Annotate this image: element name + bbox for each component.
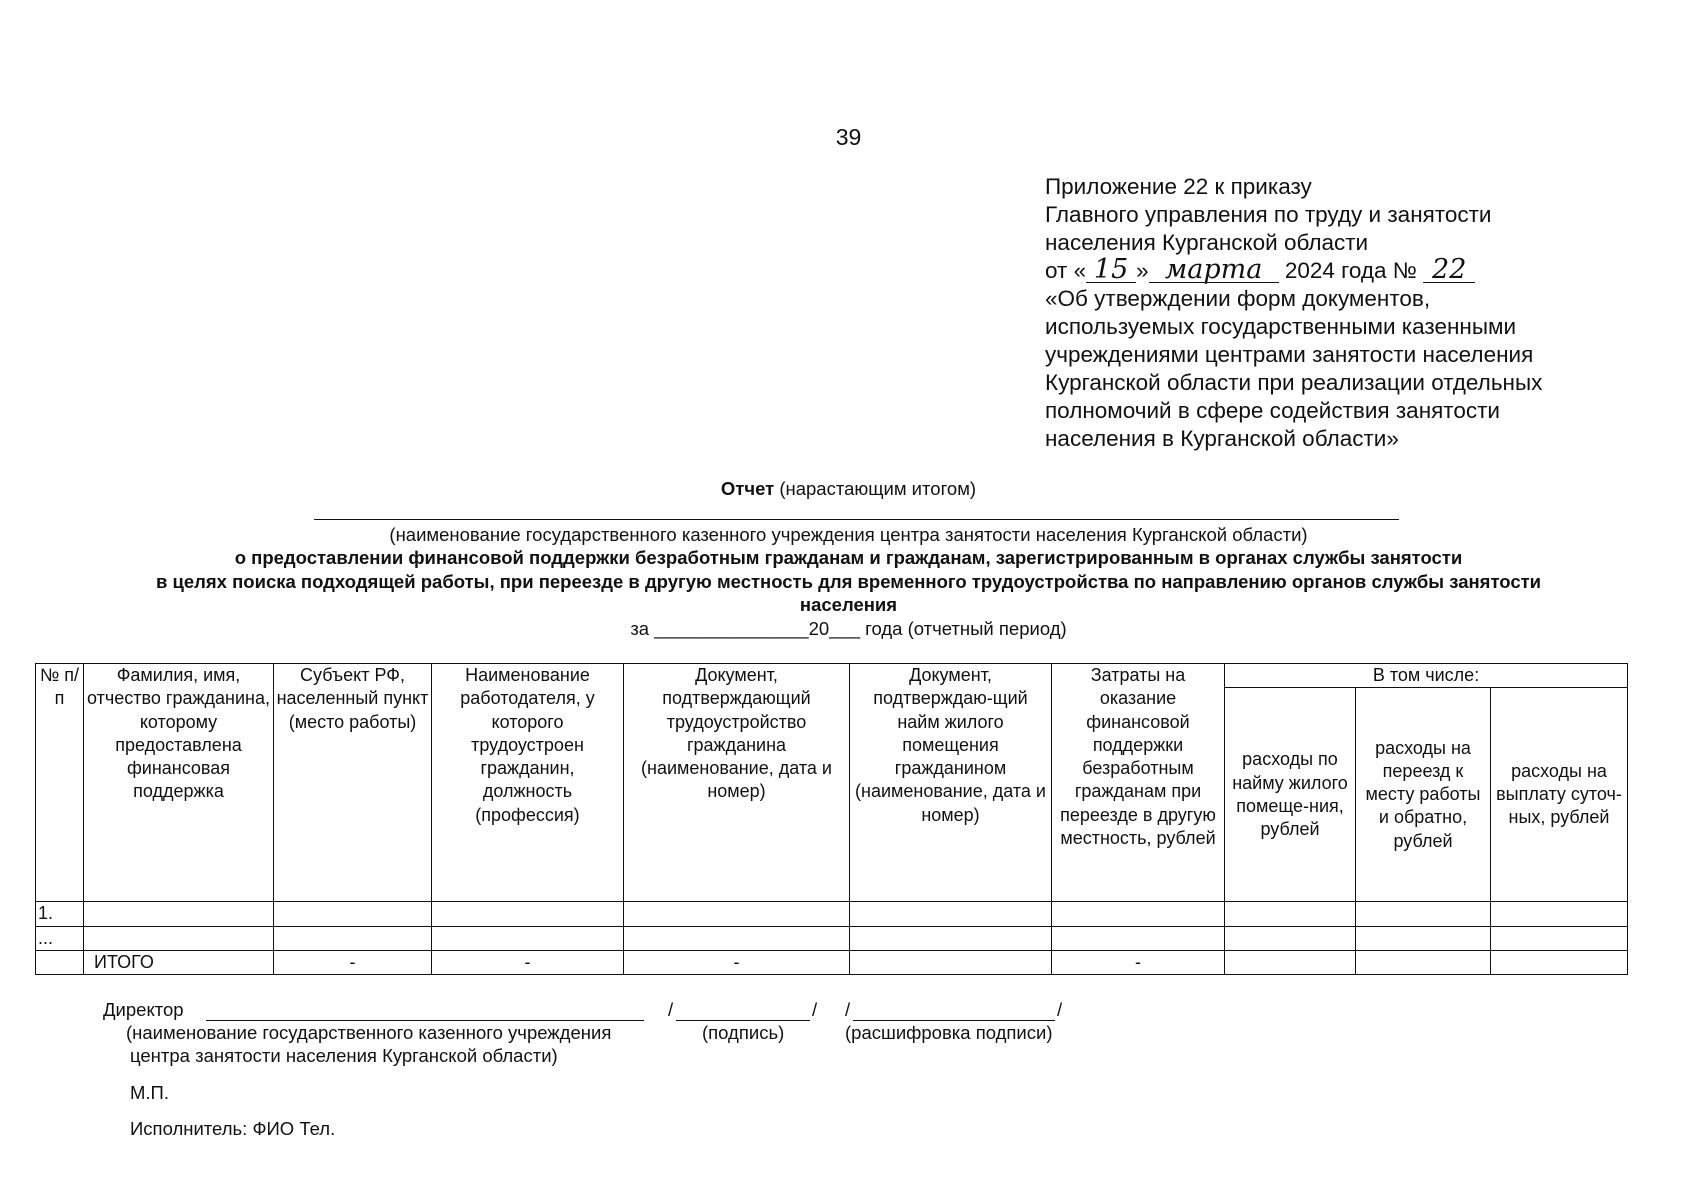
- header-housing-document: Документ, подтверждаю-щий найм жилого помещения гражданином (наименование, дата и номер): [850, 664, 1052, 902]
- appendix-header: [1045, 173, 1665, 453]
- table-row: [36, 902, 1628, 926]
- org-name-field-line: [314, 519, 1399, 520]
- slash-left-2: /: [845, 999, 851, 1020]
- handwritten-day: 15: [1086, 258, 1136, 283]
- table-cell: [1356, 950, 1491, 974]
- table-cell: [850, 902, 1052, 926]
- table-cell: [274, 902, 432, 926]
- table-row: [36, 926, 1628, 950]
- table-cell: [1052, 926, 1225, 950]
- table-cell: [432, 902, 624, 926]
- order-title-line-6: населения в Курганской области»: [1045, 426, 1399, 451]
- report-subject-line-3: населения: [799, 594, 898, 615]
- table-cell: [1052, 902, 1225, 926]
- table-cell: [274, 926, 432, 950]
- row-number-cell: [36, 950, 84, 974]
- table-cell: [850, 950, 1052, 974]
- handwritten-month: марта: [1149, 258, 1279, 283]
- report-title-rest: (нарастающим итогом): [774, 478, 977, 499]
- order-title-line-1: «Об утверждении форм документов,: [1045, 286, 1431, 311]
- header-region: Субъект РФ, населенный пункт (место работы): [274, 664, 432, 902]
- date-mid: »: [1136, 258, 1149, 283]
- total-row: [36, 950, 1628, 974]
- header-employment-document: Документ, подтверждающий трудоустройство гражданина (наименование, дата и номер): [624, 664, 850, 902]
- table-cell: [1225, 950, 1356, 974]
- handwritten-order-number: 22: [1423, 258, 1475, 283]
- page-number: 39: [835, 124, 862, 150]
- order-title-line-2: используемых государственными казенными: [1045, 314, 1517, 339]
- header-number: № п/п: [36, 664, 84, 902]
- table-cell: [84, 902, 274, 926]
- report-subject: [60, 546, 1637, 617]
- decode-caption: (расшифровка подписи): [845, 1022, 1053, 1043]
- report-title: [0, 478, 1697, 500]
- table-cell: -: [624, 950, 850, 974]
- header-full-name: Фамилия, имя, отчество гражданина, которому предоставлена финансовая поддержка: [84, 664, 274, 902]
- org-name-caption: (наименование государственного казенного учреждения центра занятости населения Курганской области): [389, 524, 1308, 545]
- header-employer: Наименование работодателя, у которого трудоустроен гражданин, должность (профессия): [432, 664, 624, 902]
- table-cell: [624, 902, 850, 926]
- appendix-line-1: Приложение 22 к приказу: [1045, 174, 1312, 199]
- table-cell: [1491, 950, 1628, 974]
- table-cell: [1356, 926, 1491, 950]
- date-prefix: от «: [1045, 258, 1087, 283]
- table-cell: [432, 926, 624, 950]
- order-title-line-4: Курганской области при реализации отдельных: [1045, 370, 1543, 395]
- table-cell: [1225, 902, 1356, 926]
- report-title-bold: Отчет: [720, 478, 775, 499]
- table-cell: [1491, 926, 1628, 950]
- header-housing-costs: расходы по найму жилого помеще-ния, рублей: [1225, 688, 1356, 902]
- header-travel-costs: расходы на переезд к месту работы и обратно, рублей: [1356, 688, 1491, 902]
- table-header-row: [36, 664, 1628, 688]
- order-title-line-5: полномочий в сфере содействия занятости: [1045, 398, 1500, 423]
- table-cell: [850, 926, 1052, 950]
- slash-right-1: /: [812, 999, 818, 1020]
- executor-label: Исполнитель: ФИО Тел.: [130, 1118, 336, 1139]
- order-date-line: [1045, 254, 1665, 285]
- header-per-diem-costs: расходы на выплату суточ-ных, рублей: [1491, 688, 1628, 902]
- report-table: [35, 663, 1628, 975]
- director-label: Директор: [103, 999, 184, 1020]
- row-number-cell: 1.: [36, 902, 84, 926]
- org-caption-line-2: центра занятости населения Курганской области): [130, 1045, 558, 1066]
- table-cell: [1225, 926, 1356, 950]
- org-caption-line-1: (наименование государственного казенного учреждения: [126, 1022, 612, 1043]
- reporting-period: за _______________20___ года (отчетный период): [630, 618, 1067, 639]
- appendix-line-2: Главного управления по труду и занятости: [1045, 202, 1492, 227]
- signature-caption: (подпись): [702, 1022, 785, 1043]
- report-subject-line-1: о предоставлении финансовой поддержки безработным гражданам и гражданам, зарегистрированным в органах службы занятости: [234, 547, 1463, 568]
- row-number-cell: ...: [36, 926, 84, 950]
- slash-right-2: /: [1057, 999, 1063, 1020]
- stamp-place-label: М.П.: [130, 1082, 169, 1103]
- total-label: ИТОГО: [84, 950, 274, 974]
- table-cell: -: [1052, 950, 1225, 974]
- header-including: В том числе:: [1225, 664, 1628, 688]
- table-cell: [1491, 902, 1628, 926]
- table-cell: -: [432, 950, 624, 974]
- report-subject-line-2: в целях поиска подходящей работы, при переезде в другую местность для временного трудоустройства по направлению органов службы занятости: [155, 570, 1542, 592]
- table-cell: -: [274, 950, 432, 974]
- table-cell: [84, 926, 274, 950]
- header-total-costs: Затраты на оказание финансовой поддержки безработным гражданам при переезде в другую местность, рублей: [1052, 664, 1225, 902]
- table-cell: [1356, 902, 1491, 926]
- order-title-line-3: учреждениями центрами занятости населения: [1045, 342, 1534, 367]
- appendix-line-3: населения Курганской области: [1045, 230, 1369, 255]
- table-cell: [624, 926, 850, 950]
- order-year-text: 2024 года №: [1284, 258, 1417, 283]
- slash-left-1: /: [668, 999, 674, 1020]
